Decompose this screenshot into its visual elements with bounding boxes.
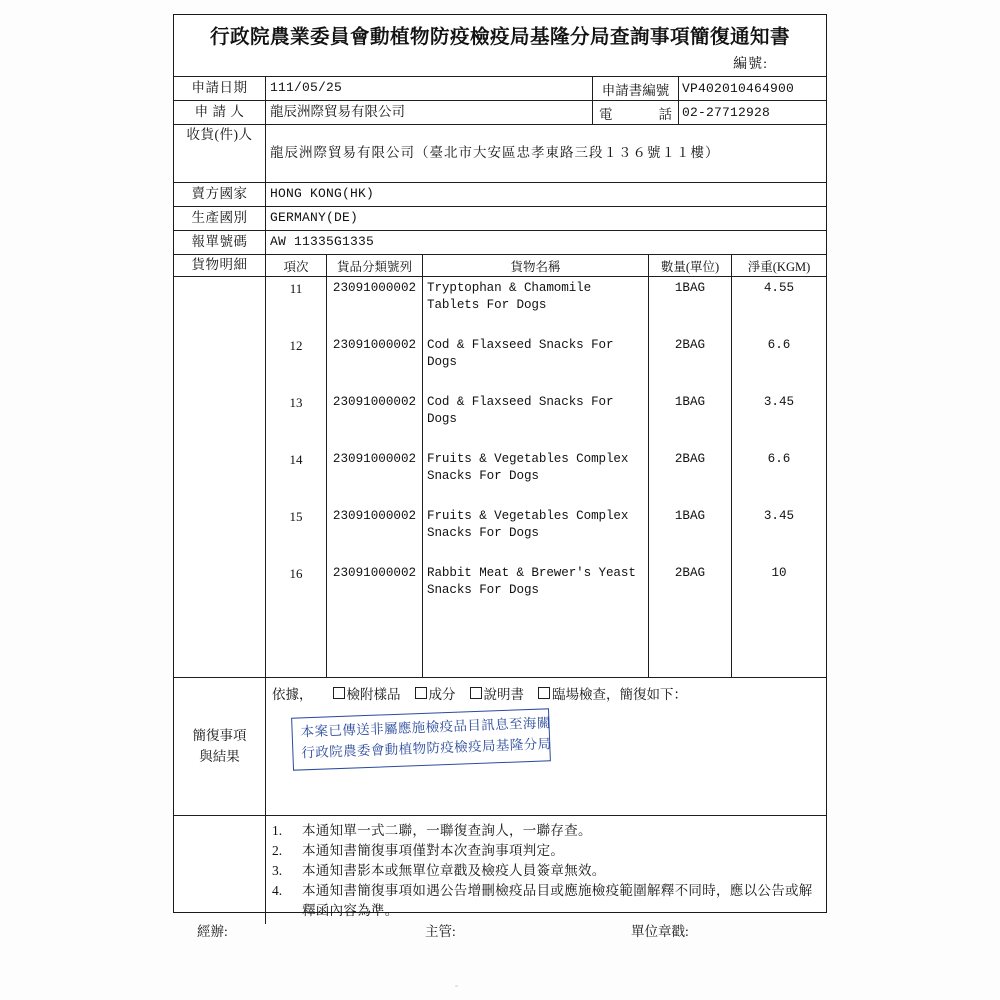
column-header-seq: 項次 xyxy=(266,255,327,276)
phone-label xyxy=(593,101,679,124)
cell-code: 23091000002 xyxy=(327,562,423,619)
cell-qty: 2BAG xyxy=(649,448,732,505)
checkbox-option-sample[interactable] xyxy=(333,683,401,703)
cell-name-line2: Snacks For Dogs xyxy=(427,526,539,540)
notes-left-spacer xyxy=(174,816,266,924)
reply-label-line2: 與結果 xyxy=(199,748,240,764)
checkbox-icon[interactable] xyxy=(333,687,345,699)
cell-qty-empty xyxy=(649,619,732,677)
cell-name xyxy=(423,562,649,619)
cell-name xyxy=(423,505,649,562)
checkbox-label: 檢附樣品 xyxy=(346,687,401,702)
cell-name xyxy=(423,277,649,334)
cell-qty: 2BAG xyxy=(649,562,732,619)
goods-table-header xyxy=(174,255,826,277)
checkbox-option-manual[interactable] xyxy=(470,683,525,703)
goods-empty-area xyxy=(266,619,826,677)
note-text: 本通知單一式二聯，一聯復查詢人，一聯存查。 xyxy=(302,823,592,838)
list-item xyxy=(272,881,818,919)
applicant-row xyxy=(174,101,826,125)
cell-net: 6.6 xyxy=(767,452,791,466)
serial-number-label: 編號: xyxy=(733,57,768,72)
title-block xyxy=(174,15,826,77)
apply-date-row xyxy=(174,77,826,101)
seller-country-value: HONG KONG(HK) xyxy=(270,186,375,202)
consignee-value: 龍辰洲際貿易有限公司（臺北市大安區忠孝東路三段１３６號１１樓） xyxy=(270,145,720,161)
cell-net: 3.45 xyxy=(763,395,795,409)
column-header-net: 淨重(KGM) xyxy=(747,259,811,274)
notes-list xyxy=(266,816,826,924)
table-row xyxy=(266,391,826,448)
column-header-code: 貨品分類號列 xyxy=(327,255,423,276)
goods-section-label: 貨物明細 xyxy=(174,255,266,276)
declaration-no-value: AW 11335G1335 xyxy=(270,234,375,250)
cell-qty: 1BAG xyxy=(649,277,732,334)
cell-name-line2: Dogs xyxy=(427,355,457,369)
note-number: 1. xyxy=(272,823,283,838)
checkbox-icon[interactable] xyxy=(470,687,482,699)
applicant-label: 申 請 人 xyxy=(174,101,266,124)
table-row xyxy=(266,505,826,562)
apply-no-value: VP402010464900 xyxy=(682,81,795,96)
apply-date-value: 111/05/25 xyxy=(266,77,593,100)
stamp-line2: 行政院農委會動植物防疫檢疫局基隆分局 xyxy=(301,736,552,762)
origin-country-value: GERMANY(DE) xyxy=(270,210,359,226)
table-row xyxy=(266,334,826,391)
stamp-line1: 本案已傳送非屬應施檢疫品目訊息至海關 xyxy=(300,715,551,741)
basis-term-label: 依據， xyxy=(272,687,313,702)
table-row xyxy=(266,448,826,505)
phone-label-right: 話 xyxy=(658,106,672,122)
cell-code-empty xyxy=(327,619,423,677)
note-number: 2. xyxy=(272,843,283,859)
signature-footer xyxy=(173,920,827,950)
basis-checkbox-line xyxy=(272,683,820,703)
checkbox-icon[interactable] xyxy=(415,687,427,699)
reply-label-line1: 簡復事項 xyxy=(192,727,247,743)
declaration-no-label: 報單號碼 xyxy=(174,231,266,254)
cell-code: 23091000002 xyxy=(327,505,423,562)
cell-net: 4.55 xyxy=(763,281,795,295)
checkbox-label: 成分 xyxy=(428,687,456,702)
note-text: 本通知書簡復事項僅對本次查詢事項判定。 xyxy=(302,843,565,859)
page-title: 行政院農業委員會動植物防疫檢疫局基隆分局查詢事項簡復通知書 xyxy=(209,27,790,48)
table-row xyxy=(266,277,826,334)
cell-code: 23091000002 xyxy=(327,448,423,505)
reply-section-body xyxy=(266,678,826,815)
seller-country-row xyxy=(174,183,826,207)
cell-name-line1: Fruits & Vegetables Complex xyxy=(427,509,629,523)
cell-seq: 12 xyxy=(266,334,327,391)
applicant-value: 龍辰洲際貿易有限公司 xyxy=(266,101,593,124)
seal-label: 單位章戳: xyxy=(631,924,689,939)
note-number: 4. xyxy=(272,883,283,899)
cell-name-line1: Cod & Flaxseed Snacks For xyxy=(427,395,614,409)
origin-country-label: 生產國別 xyxy=(174,207,266,230)
column-header-name: 貨物名稱 xyxy=(423,255,649,276)
cell-seq-empty xyxy=(266,619,327,677)
column-header-qty: 數量(單位) xyxy=(649,255,732,276)
cell-seq: 15 xyxy=(266,505,327,562)
origin-country-row xyxy=(174,207,826,231)
list-item xyxy=(272,821,818,840)
note-number: 3. xyxy=(272,863,283,879)
cell-net-empty xyxy=(732,619,826,677)
cell-name-line2: Snacks For Dogs xyxy=(427,583,539,597)
cell-code: 23091000002 xyxy=(327,391,423,448)
cell-seq: 16 xyxy=(266,562,327,619)
cell-code: 23091000002 xyxy=(327,334,423,391)
notes-section xyxy=(174,816,826,924)
goods-rows xyxy=(266,277,826,677)
cell-seq: 14 xyxy=(266,448,327,505)
clerk-label: 經辦: xyxy=(197,924,228,939)
cell-name-line2: Snacks For Dogs xyxy=(427,469,539,483)
note-text: 本通知書簡復事項如遇公告增刪檢疫品目或應施檢疫範圍解釋不同時，應以公告或解釋函內容為準。 xyxy=(302,883,813,918)
reply-section-label xyxy=(174,678,266,815)
phone-value: 02-27712928 xyxy=(682,105,771,120)
supervisor-label: 主管: xyxy=(425,924,456,939)
seller-country-label: 賣方國家 xyxy=(174,183,266,206)
cell-code: 23091000002 xyxy=(327,277,423,334)
reply-section xyxy=(174,678,826,816)
apply-date-label: 申請日期 xyxy=(174,77,266,100)
cell-name-line1: Tryptophan & Chamomile xyxy=(427,281,592,295)
consignee-row xyxy=(174,125,826,183)
checkbox-label: 說明書 xyxy=(483,687,524,702)
cell-net: 3.45 xyxy=(763,509,795,523)
cell-seq: 11 xyxy=(266,277,327,334)
note-text: 本通知書影本或無單位章戳及檢疫人員簽章無效。 xyxy=(302,863,606,879)
cell-name-line1: Fruits & Vegetables Complex xyxy=(427,452,629,466)
cell-name-line1: Rabbit Meat & Brewer's Yeast xyxy=(427,566,636,580)
cell-name-empty xyxy=(423,619,649,677)
cell-name-line2: Dogs xyxy=(427,412,457,426)
cell-qty: 1BAG xyxy=(649,505,732,562)
cell-name xyxy=(423,334,649,391)
list-item xyxy=(272,861,818,880)
declaration-no-row xyxy=(174,231,826,255)
list-item xyxy=(272,841,818,860)
goods-left-spacer xyxy=(174,277,266,677)
cell-qty: 2BAG xyxy=(649,334,732,391)
cell-name xyxy=(423,391,649,448)
cell-qty: 1BAG xyxy=(649,391,732,448)
scan-speck xyxy=(455,985,458,987)
cell-name-line1: Cod & Flaxseed Snacks For xyxy=(427,338,614,352)
table-row xyxy=(266,562,826,619)
goods-table-body xyxy=(174,277,826,678)
phone-label-left: 電 xyxy=(599,106,613,122)
notification-document xyxy=(173,14,827,918)
apply-no-label: 申請書編號 xyxy=(593,77,679,100)
cell-seq: 13 xyxy=(266,391,327,448)
checkbox-option-ingredient[interactable] xyxy=(415,683,456,703)
cell-net: 6.6 xyxy=(767,338,791,352)
checkbox-icon[interactable] xyxy=(538,687,550,699)
checkbox-label: 臨場檢查，簡復如下： xyxy=(552,687,687,702)
consignee-label: 收貨(件)人 xyxy=(174,125,266,182)
cell-name xyxy=(423,448,649,505)
cell-net: 10 xyxy=(771,566,787,580)
checkbox-option-onsite[interactable] xyxy=(538,683,687,703)
official-blue-stamp xyxy=(291,708,551,770)
cell-name-line2: Tablets For Dogs xyxy=(427,298,547,312)
